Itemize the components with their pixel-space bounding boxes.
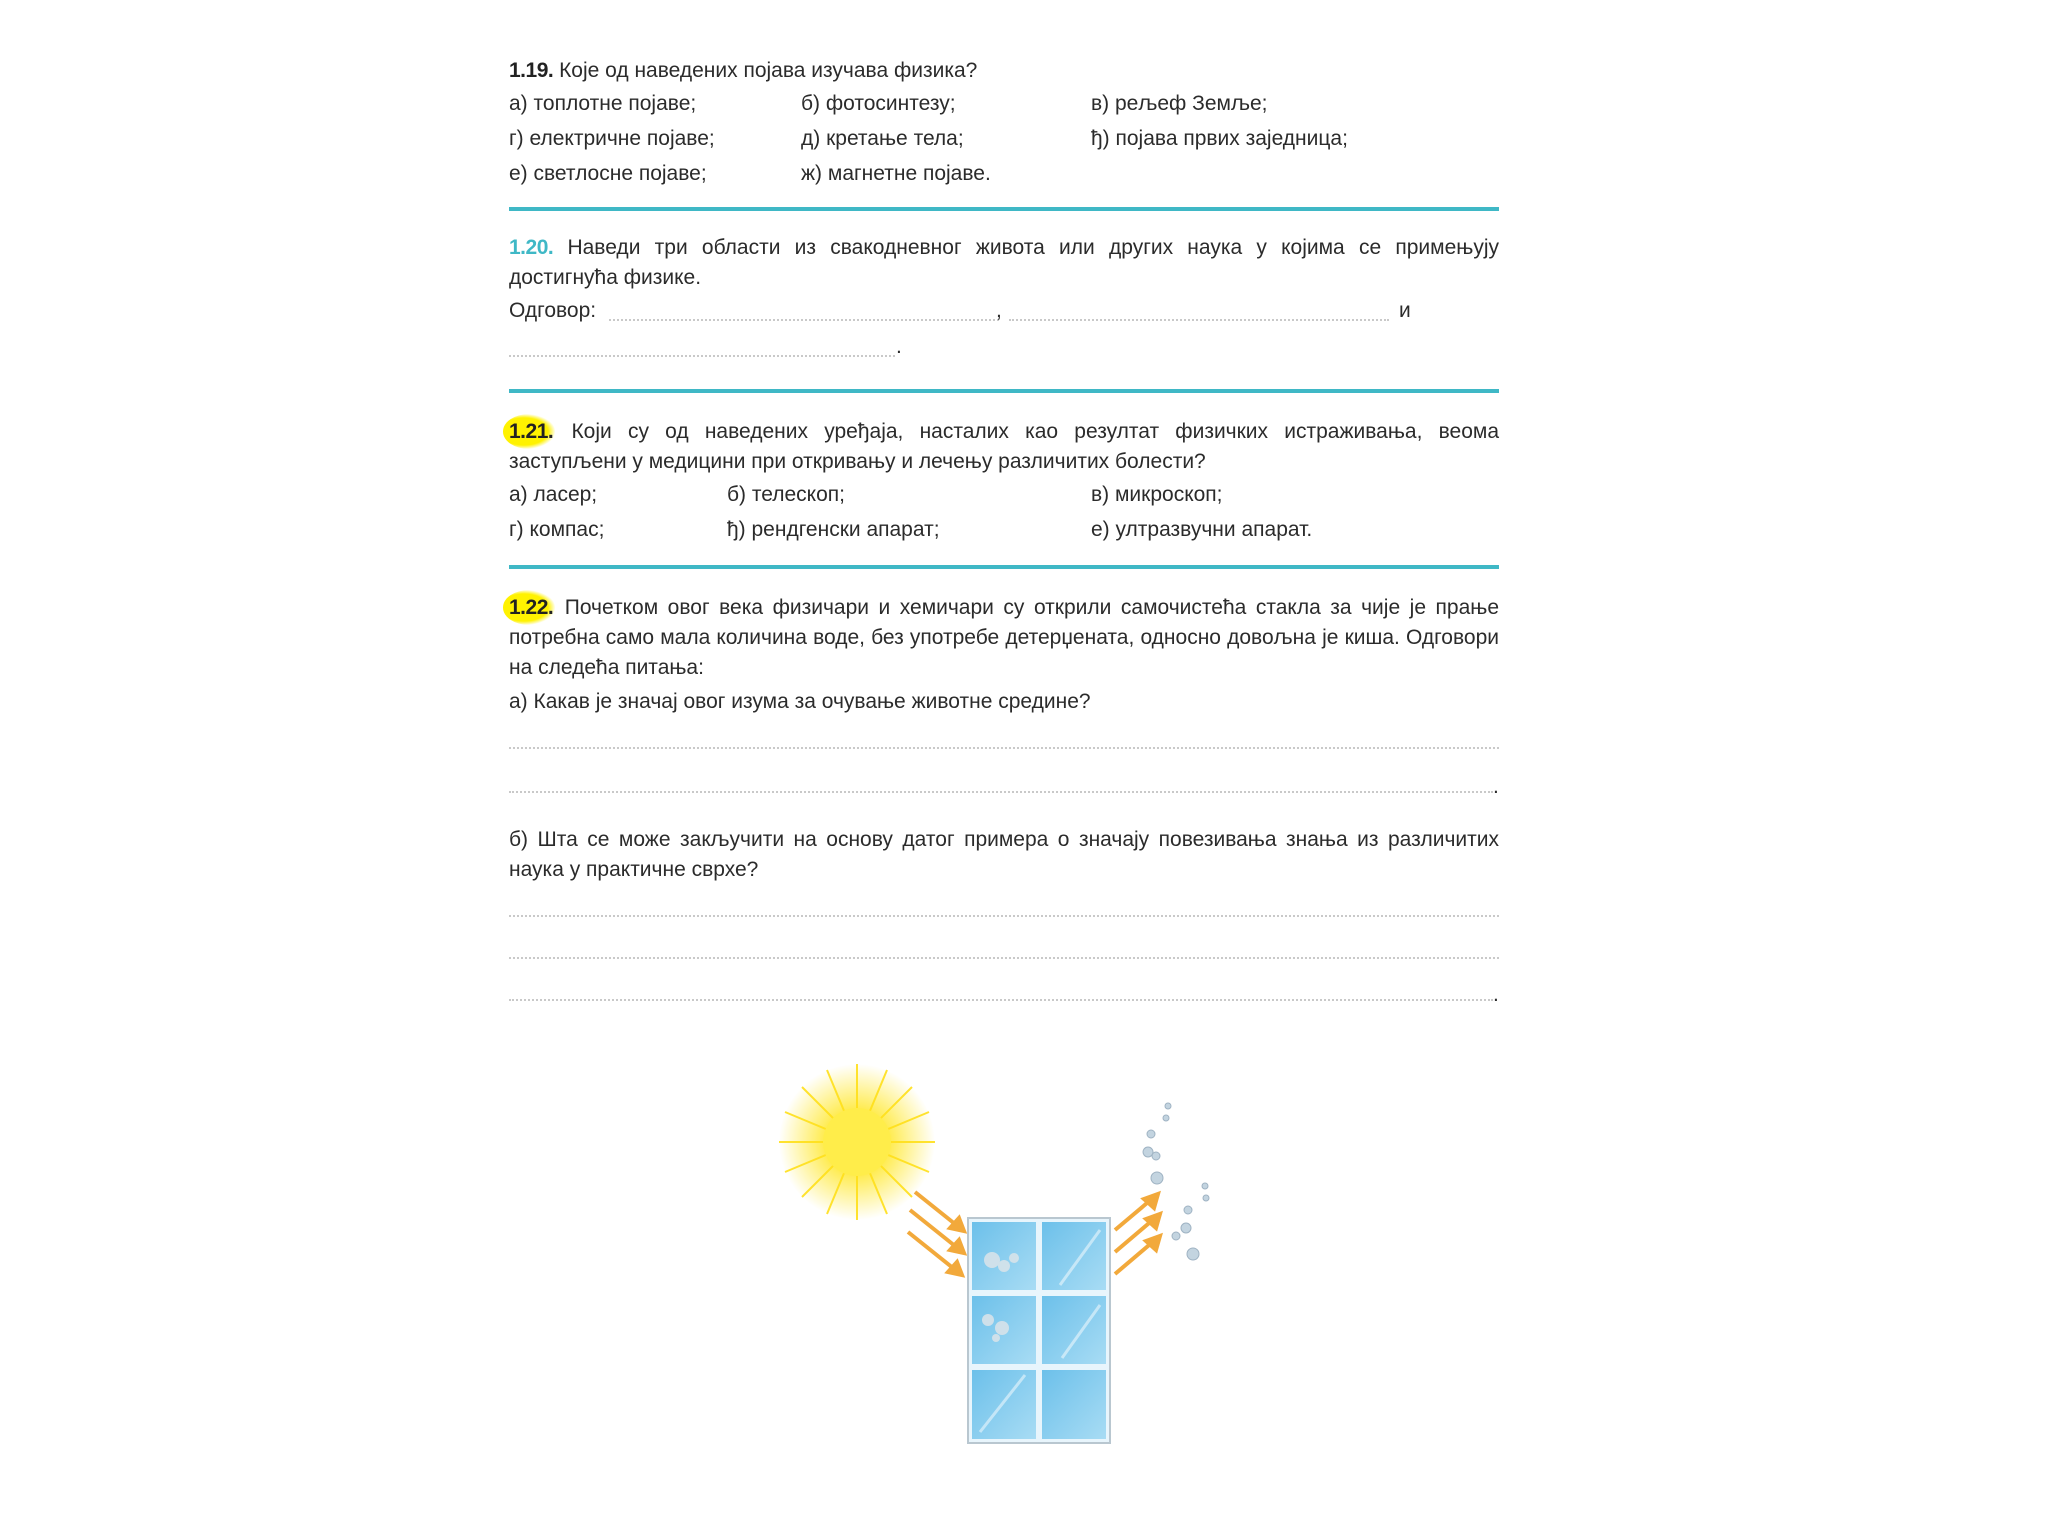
answer-blank[interactable]: [509, 915, 1499, 917]
answer-blank[interactable]: [509, 355, 895, 357]
sub-question-a: а) Какав је значај овог изума за очување животне средине?: [509, 690, 1091, 713]
answer-row: [509, 329, 1499, 365]
answer-blank[interactable]: [1009, 319, 1389, 321]
worksheet-page: [509, 56, 1499, 1009]
option: в) рељеф Земље;: [1091, 92, 1268, 115]
illustration-svg: [770, 1060, 1230, 1460]
option: д) кретање тела;: [801, 127, 964, 150]
question-text: Наведи три области из свакодневног живота или других наука у којима се примењују достигнућа физике.: [509, 236, 1499, 289]
and-word: и: [1399, 299, 1411, 322]
question-1-21: [509, 417, 1499, 477]
option: е) ултразвучни апарат.: [1091, 518, 1313, 541]
answer-blank[interactable]: [609, 319, 999, 321]
question-number: 1.19.: [509, 59, 554, 82]
sub-question-b: б) Шта се може закључити на основу датог примера о значају повезивања знања из различитих наука у практичне сврхе?: [509, 828, 1499, 881]
question-1-20: [509, 233, 1499, 293]
option: б) телескоп;: [727, 483, 845, 506]
period: .: [1493, 983, 1499, 1006]
option: а) топлотне појаве;: [509, 92, 697, 115]
incoming-arrows-icon: [908, 1192, 964, 1275]
option: ж) магнетне појаве.: [801, 162, 991, 185]
answer-label: Одговор:: [509, 299, 597, 322]
option: ђ) појава првих заједница;: [1091, 127, 1348, 150]
options-row: [509, 86, 1499, 121]
options-row: [509, 156, 1499, 191]
option: е) светлосне појаве;: [509, 162, 707, 185]
question-number-highlighted: 1.22.: [503, 590, 555, 625]
question-text: Почетком овог века физичари и хемичари су открили самочистећа стакла за чије је прање потребна само мала количина воде, без употребе детерџената, односно довољна је киша. Одговори на следећа питања:: [509, 596, 1499, 679]
options-row: [509, 121, 1499, 156]
outgoing-arrows-icon: [1115, 1194, 1160, 1274]
option: ђ) рендгенски апарат;: [727, 518, 940, 541]
question-text: Које од наведених појава изучава физика?: [559, 59, 978, 82]
options-row: [509, 477, 1499, 512]
options-row: [509, 512, 1499, 547]
answer-blank[interactable]: [509, 791, 1493, 793]
option: г) електричне појаве;: [509, 127, 715, 150]
self-cleaning-glass-illustration: [770, 1060, 1230, 1460]
question-number-highlighted: 1.21.: [503, 414, 555, 449]
comma: ,: [996, 299, 1002, 322]
period: .: [1493, 775, 1499, 798]
period: .: [896, 335, 902, 358]
window-icon: [968, 1218, 1110, 1443]
answer-row: [509, 293, 1499, 329]
question-1-22: [509, 593, 1499, 683]
option: г) компас;: [509, 518, 605, 541]
answer-blank[interactable]: [509, 747, 1499, 749]
answer-blank[interactable]: [509, 999, 1493, 1001]
option: б) фотосинтезу;: [801, 92, 956, 115]
answer-blank[interactable]: [509, 957, 1499, 959]
question-1-19: [509, 56, 1499, 86]
option: в) микроскоп;: [1091, 483, 1223, 506]
question-text: Који су од наведених уређаја, насталих као резултат физичких истраживања, веома заступљени у медицини при откривању и лечењу различитих болести?: [509, 420, 1500, 473]
question-number: 1.20.: [509, 236, 554, 259]
sun-icon: [779, 1064, 935, 1220]
option: а) ласер;: [509, 483, 598, 506]
